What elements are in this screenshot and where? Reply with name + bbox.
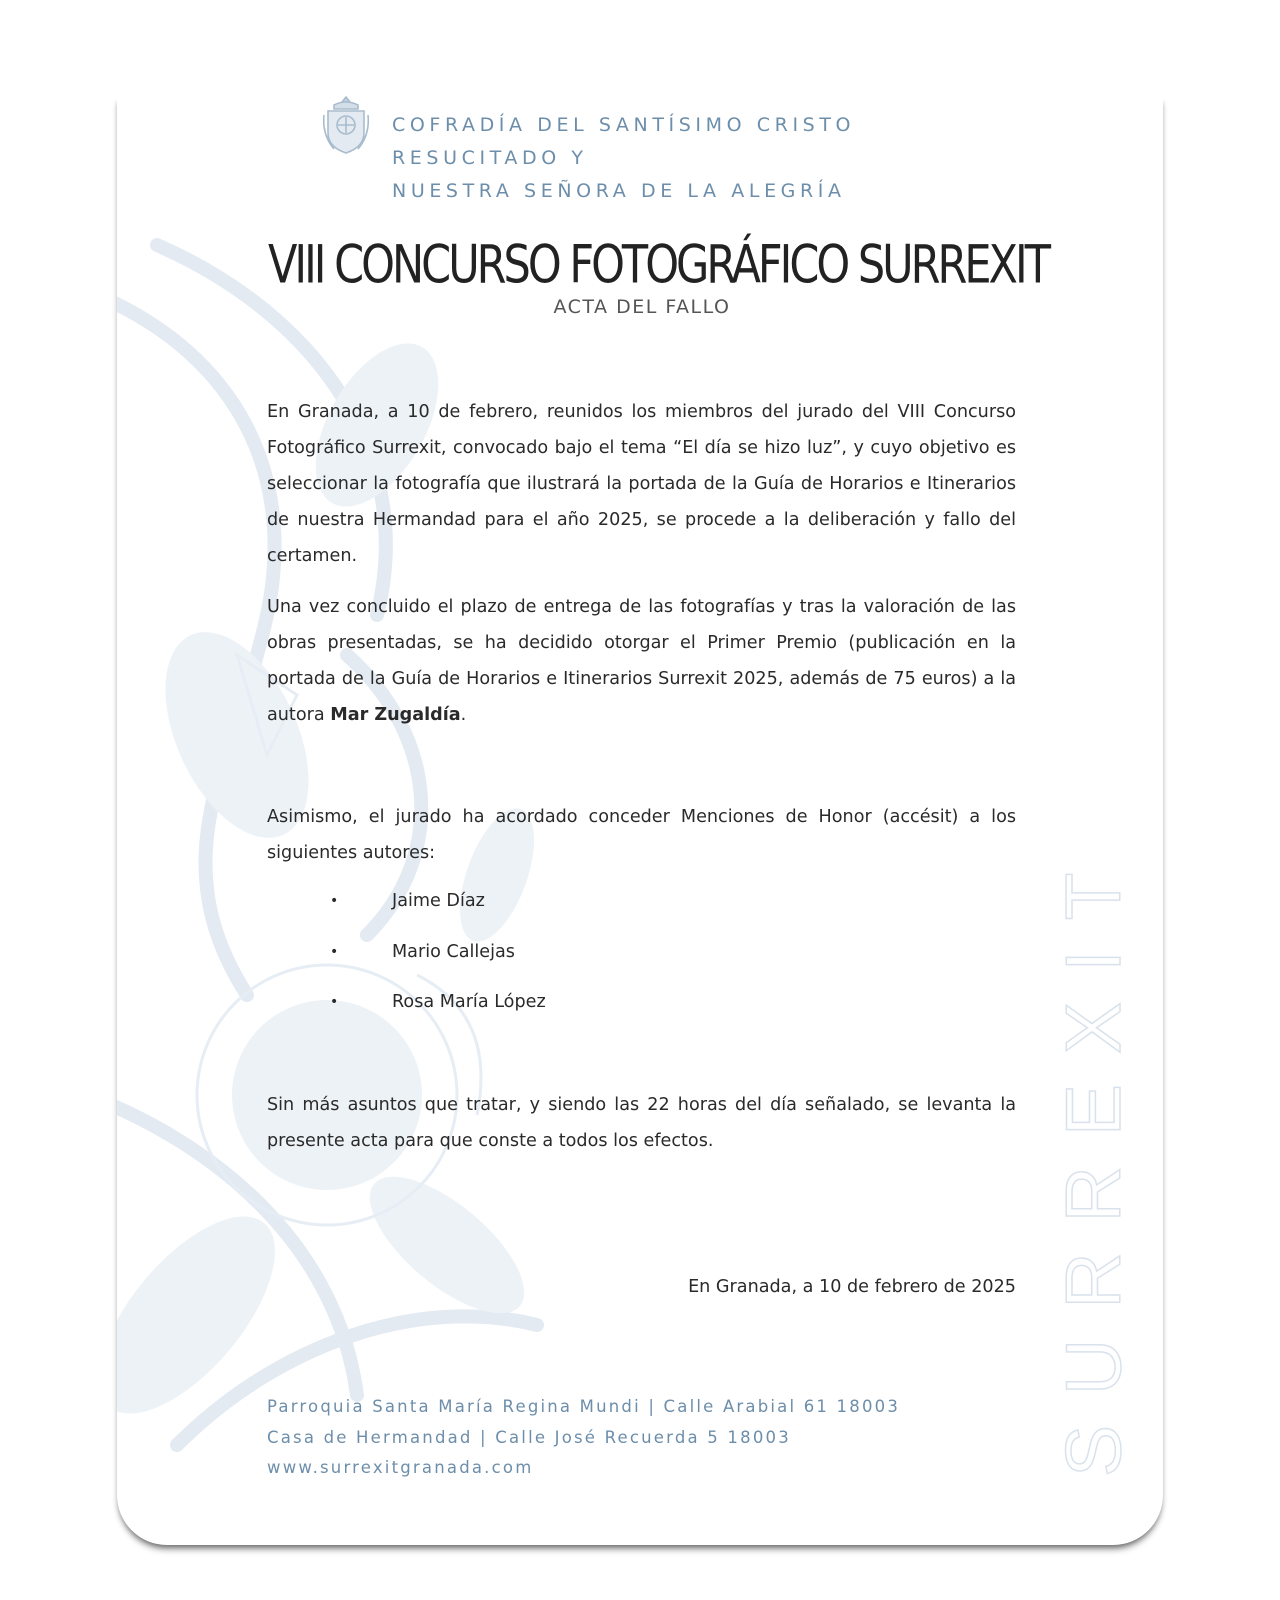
signature-date: En Granada, a 10 de febrero de 2025 xyxy=(688,1277,1016,1297)
first-prize-text: Una vez concluido el plazo de entrega de las fotografías y tras la valoración de las obras presentadas, se ha decidido otorgar el Primer Premio (publicación en la portada de la Guía de Horarios e Itinerarios Surrexit 2025, además de 75 euros) a la autora xyxy=(267,597,1016,725)
footer xyxy=(267,1392,967,1484)
letterhead xyxy=(320,95,1020,202)
brotherhood-name xyxy=(392,109,1032,208)
winner-name: Mar Zugaldía xyxy=(330,705,461,725)
watermark-word: SURREXIT xyxy=(1049,842,1137,1477)
crest-icon xyxy=(320,95,372,157)
footer-house-address: Casa de Hermandad | Calle José Recuerda 5 18003 xyxy=(267,1427,791,1447)
footer-website-link[interactable]: www.surrexitgranada.com xyxy=(267,1458,534,1477)
paragraph-honorable-mentions: Asimismo, el jurado ha acordado conceder Menciones de Honor (accésit) a los siguientes autores: xyxy=(267,807,1016,863)
list-item xyxy=(330,937,546,988)
brotherhood-name-line2: NUESTRA SEÑORA DE LA ALEGRÍA xyxy=(392,180,846,202)
list-item xyxy=(330,987,546,1038)
bullet-icon: • xyxy=(330,994,339,1010)
document-title: VIII CONCURSO FOTOGRÁFICO SURREXIT xyxy=(268,234,1048,296)
mention-name: Jaime Díaz xyxy=(392,891,485,911)
paragraph-closing: Sin más asuntos que tratar, y siendo las 22 horas del día señalado, se levanta la presente acta para que conste a todos los efectos. xyxy=(267,1095,1016,1151)
honorable-mentions-list xyxy=(330,886,546,1038)
mention-name: Rosa María López xyxy=(392,992,546,1012)
bullet-icon: • xyxy=(330,893,339,909)
first-prize-end: . xyxy=(460,705,467,725)
footer-parish-address: Parroquia Santa María Regina Mundi | Calle Arabial 61 18003 xyxy=(267,1397,901,1416)
paragraph-meeting: En Granada, a 10 de febrero, reunidos los miembros del jurado del VIII Concurso Fotográfico Surrexit, convocado bajo el tema “El día se hizo luz”, y cuyo objetivo es seleccionar la fotografía que ilustrará la portada de la Guía de Horarios e Itinerarios de nuestra Hermandad para el año 2025, se procede a la deliberación y fallo del certamen. xyxy=(267,402,1016,566)
brotherhood-name-line1: COFRADÍA DEL SANTÍSIMO CRISTO RESUCITADO Y xyxy=(392,114,856,169)
mention-name: Mario Callejas xyxy=(392,941,515,962)
paragraph-first-prize xyxy=(267,589,1016,733)
bullet-icon: • xyxy=(330,943,339,960)
document-subtitle: ACTA DEL FALLO xyxy=(553,296,731,318)
list-item xyxy=(330,886,546,937)
